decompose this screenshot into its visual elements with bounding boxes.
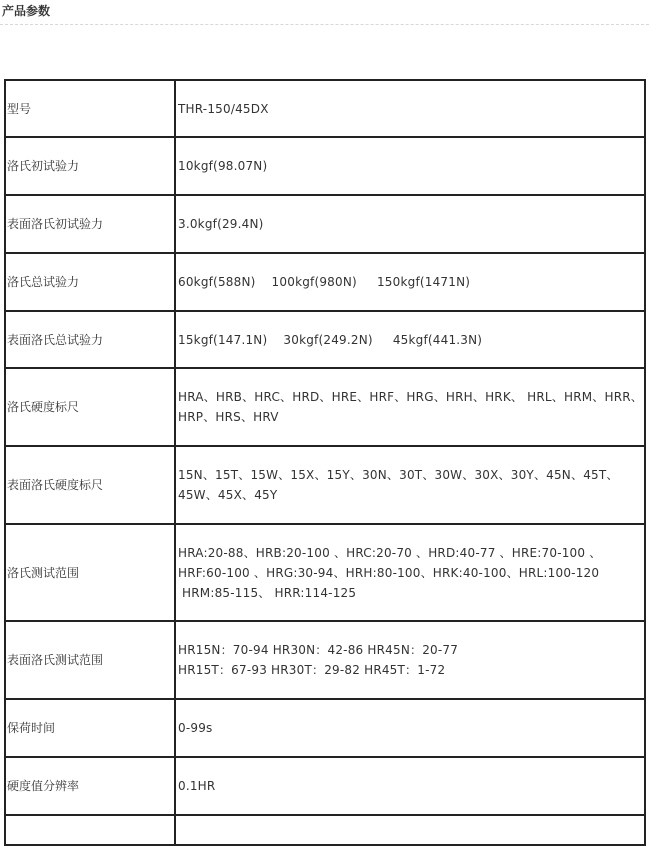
spec-label: 表面洛氏初试验力 — [5, 195, 175, 253]
spec-value — [175, 195, 645, 253]
spec-value-line: HR15N：70-94 HR30N：42-86 HR45N：20-77 — [178, 643, 459, 657]
spec-value-line: 0.1HR — [178, 779, 216, 793]
spec-value-line: 3.0kgf(29.4N) — [178, 217, 264, 231]
spec-label: 洛氏硬度标尺 — [5, 368, 175, 446]
spec-value — [175, 80, 645, 137]
spec-value — [175, 253, 645, 311]
spec-value — [175, 311, 645, 368]
spec-table-body — [5, 80, 645, 845]
spec-value-line: 15N、15T、15W、15X、15Y、30N、30T、30W、30X、30Y、45N、45T、 — [178, 468, 619, 482]
spec-row — [5, 524, 645, 621]
section-header — [0, 0, 649, 25]
spec-row — [5, 446, 645, 524]
spec-value — [175, 757, 645, 815]
spec-label: 洛氏总试验力 — [5, 253, 175, 311]
spec-label: 表面洛氏总试验力 — [5, 311, 175, 368]
spec-label: 洛氏测试范围 — [5, 524, 175, 621]
spec-value — [175, 621, 645, 699]
spec-value-line: 45W、45X、45Y — [178, 488, 278, 502]
section-title: 产品参数 — [2, 4, 51, 18]
spec-value-line: HRM:85-115、 HRR:114-125 — [178, 585, 357, 600]
spec-value-line: 0-99s — [178, 721, 213, 735]
spec-label — [5, 815, 175, 845]
spec-label: 洛氏初试验力 — [5, 137, 175, 195]
spec-row — [5, 137, 645, 195]
spec-value — [175, 446, 645, 524]
spec-label: 型号 — [5, 80, 175, 137]
spec-row — [5, 195, 645, 253]
spec-row — [5, 621, 645, 699]
spec-value-line: 60kgf(588N) 100kgf(980N) 150kgf(1471N) — [178, 275, 471, 289]
spec-row — [5, 368, 645, 446]
spec-value — [175, 368, 645, 446]
spec-value-line: HRP、HRS、HRV — [178, 410, 279, 424]
spec-row — [5, 80, 645, 137]
spec-value — [175, 524, 645, 621]
spec-value-line: THR-150/45DX — [178, 101, 269, 116]
spec-value — [175, 137, 645, 195]
spec-value-line: 10kgf(98.07N) — [178, 159, 268, 173]
spec-row — [5, 815, 645, 845]
spec-row — [5, 253, 645, 311]
spec-value-line: HR15T：67-93 HR30T：29-82 HR45T：1-72 — [178, 663, 446, 677]
spec-label: 硬度值分辨率 — [5, 757, 175, 815]
spec-value — [175, 815, 645, 845]
spec-row — [5, 311, 645, 368]
spec-label: 表面洛氏硬度标尺 — [5, 446, 175, 524]
spec-table — [4, 79, 646, 846]
spec-row — [5, 699, 645, 757]
spec-value-line: HRF:60-100 、HRG:30-94、HRH:80-100、HRK:40-100、HRL:100-120 — [178, 565, 600, 580]
spec-label: 保荷时间 — [5, 699, 175, 757]
spec-row — [5, 757, 645, 815]
spec-value-line: HRA、HRB、HRC、HRD、HRE、HRF、HRG、HRH、HRK、 HRL、HRM、HRR、 — [178, 390, 643, 404]
spec-label: 表面洛氏测试范围 — [5, 621, 175, 699]
spec-value-line: 15kgf(147.1N) 30kgf(249.2N) 45kgf(441.3N) — [178, 332, 483, 347]
spec-value-line: HRA:20-88、HRB:20-100 、HRC:20-70 、HRD:40-77 、HRE:70-100 、 — [178, 545, 602, 560]
spec-value — [175, 699, 645, 757]
